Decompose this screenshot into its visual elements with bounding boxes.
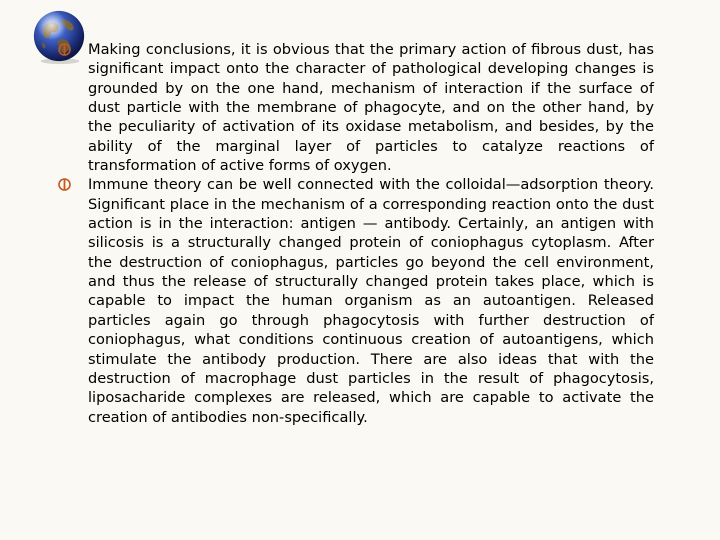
- bullet-text: Immune theory can be well connected with the colloidal—adsorption theory. Significant place in the mechanism of a corresponding reaction onto the dust action is in the interaction: antigen — antibody. Certainly, an antigen with silicosis is a structurally changed protein of coniophagus cytoplasm. After the destruction of coniophagus, particles go beyond the cell environment, and thus the release of structurally changed protein takes place, which is capable to impact the human organism as an autoantigen. Released particles again go through phagocytosis with further destruction of coniophagus, what conditions continuous creation of autoantigens, which stimulate the antibody production. There are also ideas that with the destruction of macrophage dust particles in the result of phagocytosis, liposacharide complexes are released, which are capable to activate the creation of antibodies non-specifically.: [88, 176, 654, 426]
- bullet-text: Making conclusions, it is obvious that the primary action of fibrous dust, has significant impact onto the character of pathological developing changes is grounded by on the one hand, mechanism of interaction if the surface of dust particle with the membrane of phagocyte, and on the other hand, by the peculiarity of activation of its oxidase metabolism, and besides, by the ability of the marginal layer of particles to catalyze reactions of transformation of active forms of oxygen.: [88, 41, 654, 175]
- bullet-list: [88, 40, 654, 427]
- bullet-item: [88, 175, 654, 426]
- globe-icon: [30, 8, 88, 66]
- bullet-icon: [58, 178, 71, 191]
- bullet-item: [88, 40, 654, 175]
- bullet-icon: [58, 43, 71, 56]
